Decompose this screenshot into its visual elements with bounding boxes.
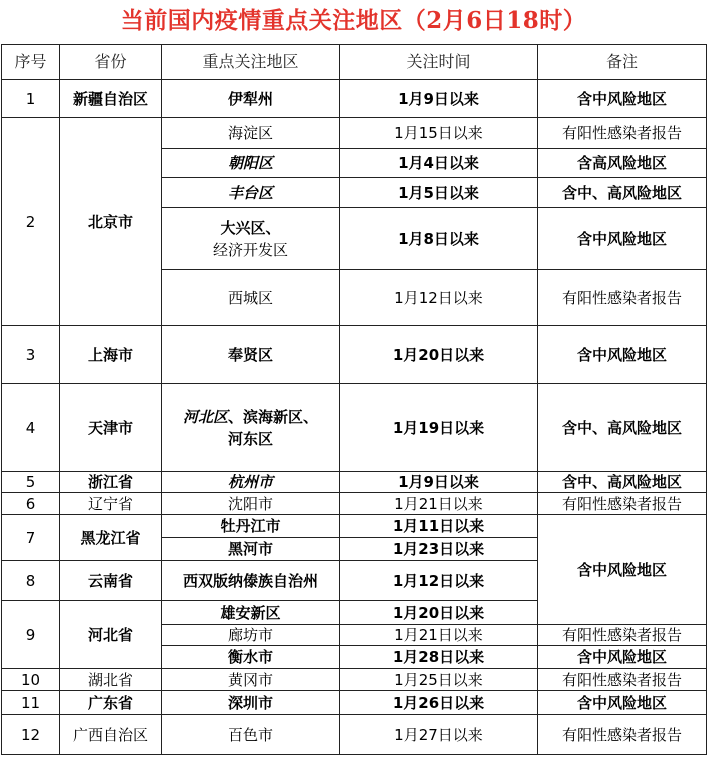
area-cell: 丰台区: [162, 178, 340, 208]
table-row: [2, 472, 707, 493]
area-cell: 黑河市: [162, 538, 340, 561]
time-cell: 1月9日以来: [340, 472, 538, 493]
table-row: [2, 326, 707, 384]
table-row: [2, 493, 707, 515]
province-cell: 湖北省: [60, 669, 162, 691]
area-line: 河东区: [227, 429, 273, 448]
time-cell: 1月27日以来: [340, 715, 538, 755]
time-cell: 1月8日以来: [340, 208, 538, 270]
area-cell: 伊犁州: [162, 80, 340, 118]
row-number: 8: [2, 561, 60, 601]
time-cell: 1月11日以来: [340, 515, 538, 538]
header-area: 重点关注地区: [162, 45, 340, 80]
province-cell: 天津市: [60, 384, 162, 472]
time-cell: 1月12日以来: [340, 270, 538, 326]
note-cell: 含中风险地区: [538, 80, 707, 118]
note-cell-merged: 含中风险地区: [538, 515, 707, 625]
row-number: 1: [2, 80, 60, 118]
note-cell: 有阳性感染者报告: [538, 625, 707, 646]
province-cell: 辽宁省: [60, 493, 162, 515]
area-cell: 沈阳市: [162, 493, 340, 515]
table-row: [2, 384, 707, 472]
row-number: 11: [2, 691, 60, 715]
area-cell: [162, 384, 340, 472]
time-cell: 1月9日以来: [340, 80, 538, 118]
header-time: 关注时间: [340, 45, 538, 80]
page-title: 当前国内疫情重点关注地区（2月6日18时）: [120, 7, 587, 34]
table-row: [2, 715, 707, 755]
note-cell: 有阳性感染者报告: [538, 493, 707, 515]
area-line: 经济开发区: [212, 240, 288, 259]
province-cell: 广东省: [60, 691, 162, 715]
area-cell: 海淀区: [162, 118, 340, 149]
time-cell: 1月5日以来: [340, 178, 538, 208]
note-cell: 有阳性感染者报告: [538, 118, 707, 149]
area-cell: 衡水市: [162, 646, 340, 669]
area-cell: 廊坊市: [162, 625, 340, 646]
province-cell: 上海市: [60, 326, 162, 384]
focus-areas-table: [1, 44, 707, 755]
note-cell: 含中风险地区: [538, 691, 707, 715]
note-cell: 含高风险地区: [538, 149, 707, 178]
note-cell: 含中、高风险地区: [538, 384, 707, 472]
table-row: [2, 515, 707, 538]
row-number: 5: [2, 472, 60, 493]
province-cell: 云南省: [60, 561, 162, 601]
note-cell: 含中风险地区: [538, 326, 707, 384]
area-cell: 雄安新区: [162, 601, 340, 625]
row-number: 12: [2, 715, 60, 755]
area-line: 大兴区、: [220, 218, 281, 237]
area-cell: 杭州市: [162, 472, 340, 493]
note-cell: 有阳性感染者报告: [538, 669, 707, 691]
note-cell: 含中、高风险地区: [538, 472, 707, 493]
header-no: 序号: [2, 45, 60, 80]
province-cell: 浙江省: [60, 472, 162, 493]
note-cell: 含中风险地区: [538, 646, 707, 669]
row-number: 2: [2, 118, 60, 326]
row-number: 10: [2, 669, 60, 691]
table-row: [2, 691, 707, 715]
note-cell: 有阳性感染者报告: [538, 715, 707, 755]
time-cell: 1月25日以来: [340, 669, 538, 691]
time-cell: 1月26日以来: [340, 691, 538, 715]
time-cell: 1月23日以来: [340, 538, 538, 561]
province-cell: 新疆自治区: [60, 80, 162, 118]
province-cell: 北京市: [60, 118, 162, 326]
table-row: [2, 669, 707, 691]
time-cell: 1月19日以来: [340, 384, 538, 472]
header-row: [2, 45, 707, 80]
time-cell: 1月12日以来: [340, 561, 538, 601]
area-cell: 百色市: [162, 715, 340, 755]
note-cell: 含中、高风险地区: [538, 178, 707, 208]
time-cell: 1月28日以来: [340, 646, 538, 669]
area-line: 河北区: [182, 407, 228, 426]
province-cell: 广西自治区: [60, 715, 162, 755]
table-row: [2, 80, 707, 118]
row-number: 3: [2, 326, 60, 384]
time-cell: 1月15日以来: [340, 118, 538, 149]
table-row: [2, 118, 707, 149]
row-number: 4: [2, 384, 60, 472]
time-cell: 1月4日以来: [340, 149, 538, 178]
area-cell: [162, 208, 340, 270]
province-cell: 河北省: [60, 601, 162, 669]
area-cell: 牡丹江市: [162, 515, 340, 538]
note-cell: 含中风险地区: [538, 208, 707, 270]
province-cell: 黑龙江省: [60, 515, 162, 561]
row-number: 6: [2, 493, 60, 515]
area-cell: 深圳市: [162, 691, 340, 715]
header-province: 省份: [60, 45, 162, 80]
area-cell: 西双版纳傣族自治州: [162, 561, 340, 601]
row-number: 7: [2, 515, 60, 561]
time-cell: 1月20日以来: [340, 601, 538, 625]
area-cell: 西城区: [162, 270, 340, 326]
area-cell: 黄冈市: [162, 669, 340, 691]
time-cell: 1月21日以来: [340, 493, 538, 515]
area-cell: 朝阳区: [162, 149, 340, 178]
header-note: 备注: [538, 45, 707, 80]
time-cell: 1月20日以来: [340, 326, 538, 384]
row-number: 9: [2, 601, 60, 669]
area-line: 、滨海新区、: [228, 407, 319, 426]
time-cell: 1月21日以来: [340, 625, 538, 646]
note-cell: 有阳性感染者报告: [538, 270, 707, 326]
area-cell: 奉贤区: [162, 326, 340, 384]
